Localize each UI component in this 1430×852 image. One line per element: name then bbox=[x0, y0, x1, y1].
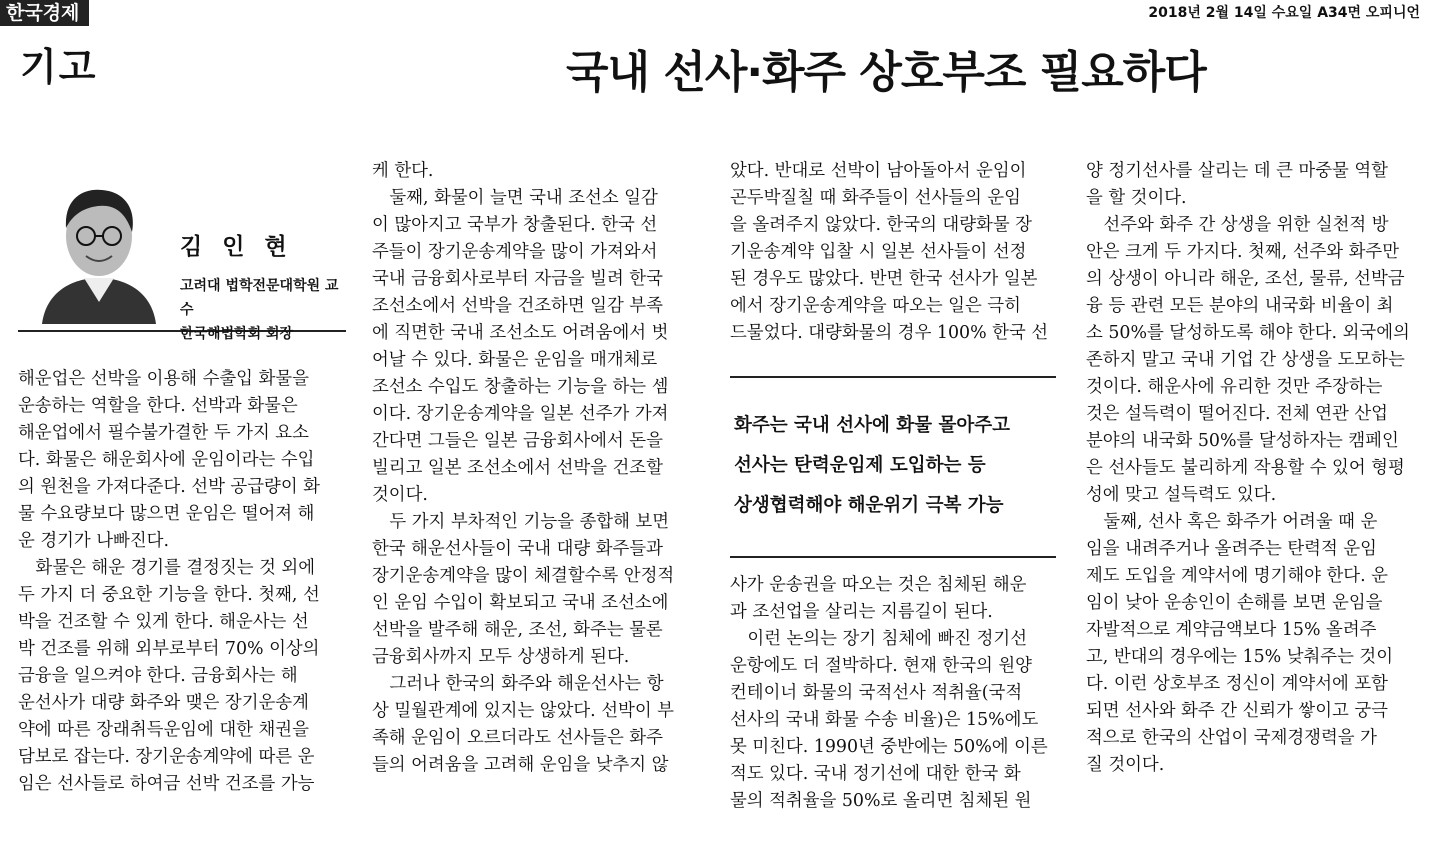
text-line: 두 가지 부차적인 기능을 종합해 보면 bbox=[389, 512, 670, 532]
text-line: 소 50%를 달성하도록 해야 한다. 외국에의 bbox=[1086, 323, 1410, 343]
text-line: 컨테이너 화물의 국적선사 적취율(국적 bbox=[730, 683, 1023, 703]
text-line: 담보로 잡는다. 장기운송계약에 따른 운 bbox=[18, 747, 315, 767]
text-line: 국내 금융회사로부터 자금을 빌려 한국 bbox=[372, 269, 663, 289]
text-line: 운송하는 역할을 한다. 선박과 화물은 bbox=[18, 396, 298, 416]
text-line: 았다. 반대로 선박이 남아돌아서 운임이 bbox=[730, 161, 1027, 181]
text-line: 둘째, 화물이 늘면 국내 조선소 일감 bbox=[389, 188, 658, 208]
text-line: 해운업에서 필수불가결한 두 가지 요소 bbox=[18, 423, 309, 443]
text-line: 이런 논의는 장기 침체에 빠진 정기선 bbox=[747, 629, 1028, 649]
column-2 bbox=[372, 158, 700, 779]
author-affiliation-2: 한국해법학회 회장 bbox=[180, 326, 294, 342]
text-line: 의 상생이 아니라 해운, 조선, 물류, 선박금 bbox=[1086, 269, 1405, 289]
text-line: 다. 이런 상호부조 정신이 계약서에 포함 bbox=[1086, 674, 1388, 694]
section-label: 기고 bbox=[20, 45, 98, 89]
text-line: 그러나 한국의 화주와 해운선사는 항 bbox=[389, 674, 664, 694]
pull-quote-line: 화주는 국내 선사에 화물 몰아주고 bbox=[734, 415, 1010, 436]
text-line: 질 것이다. bbox=[1086, 755, 1165, 775]
text-line: 에서 장기운송계약을 따오는 일은 극히 bbox=[730, 296, 1021, 316]
column-1 bbox=[18, 366, 346, 798]
text-line: 이 많아지고 국부가 창출된다. 한국 선 bbox=[372, 215, 658, 235]
text-line: 과 조선업을 살리는 지름길이 된다. bbox=[730, 602, 993, 622]
text-line: 한국 해운선사들이 국내 대량 화주들과 bbox=[372, 539, 663, 559]
text-line: 장기운송계약을 많이 체결할수록 안정적 bbox=[372, 566, 675, 586]
text-line: 임을 내려주거나 올려주는 탄력적 운임 bbox=[1086, 539, 1377, 559]
text-line: 에 직면한 국내 조선소도 어려움에서 벗 bbox=[372, 323, 669, 343]
text-line: 박 건조를 위해 외부로부터 70% 이상의 bbox=[18, 639, 320, 659]
text-line: 분야의 내국화 50%를 달성하자는 캠페인 bbox=[1086, 431, 1399, 451]
author-affiliation bbox=[180, 274, 346, 346]
text-line: 을 할 것이다. bbox=[1086, 188, 1187, 208]
column-3-top bbox=[730, 158, 1058, 347]
text-line: 주들이 장기운송계약을 많이 가져와서 bbox=[372, 242, 658, 262]
author-affiliation-1: 고려대 법학전문대학원 교수 bbox=[180, 278, 339, 318]
pull-quote-line: 선사는 탄력운임제 도입하는 등 bbox=[734, 455, 986, 476]
text-line: 선사의 국내 화물 수송 비율)은 15%에도 bbox=[730, 710, 1039, 730]
text-line: 존하지 말고 국내 기업 간 상생을 도모하는 bbox=[1086, 350, 1405, 370]
text-line: 기운송계약 입찰 시 일본 선사들이 선정 bbox=[730, 242, 1027, 262]
text-line: 운선사가 대량 화주와 맺은 장기운송계 bbox=[18, 693, 309, 713]
text-line: 것이다. bbox=[372, 485, 428, 505]
text-line: 상 밀월관계에 있지는 않았다. 선박이 부 bbox=[372, 701, 674, 721]
text-line: 다. 화물은 해운회사에 운임이라는 수입 bbox=[18, 450, 315, 470]
text-line: 빌리고 일본 조선소에서 선박을 건조할 bbox=[372, 458, 663, 478]
text-line: 성에 맞고 설득력도 있다. bbox=[1086, 485, 1277, 505]
text-line: 조선소에서 선박을 건조하면 일감 부족 bbox=[372, 296, 663, 316]
text-line: 제도 도입을 계약서에 명기해야 한다. 운 bbox=[1086, 566, 1388, 586]
author-name: 김 인 현 bbox=[180, 234, 293, 260]
text-line: 적으로 한국의 산업이 국제경쟁력을 가 bbox=[1086, 728, 1377, 748]
text-line: 약에 따른 장래취득운임에 대한 채권을 bbox=[18, 720, 309, 740]
text-line: 되면 선사와 화주 간 신뢰가 쌓이고 궁극 bbox=[1086, 701, 1388, 721]
text-line: 어날 수 있다. 화물은 운임을 매개체로 bbox=[372, 350, 658, 370]
text-line: 선주와 화주 간 상생을 위한 실천적 방 bbox=[1103, 215, 1389, 235]
text-line: 곤두박질칠 때 화주들이 선사들의 운임 bbox=[730, 188, 1021, 208]
text-line: 의 원천을 가져다준다. 선박 공급량이 화 bbox=[18, 477, 320, 497]
text-line: 해운업은 선박을 이용해 수출입 화물을 bbox=[18, 369, 309, 389]
newspaper-masthead: 한국경제 bbox=[0, 0, 89, 26]
text-line: 케 한다. bbox=[372, 161, 434, 181]
text-line: 운 경기가 나빠진다. bbox=[18, 531, 169, 551]
text-line: 은 선사들도 불리하게 작용할 수 있어 형평 bbox=[1086, 458, 1405, 478]
text-line: 물의 적취율을 50%로 올리면 침체된 원 bbox=[730, 791, 1032, 811]
text-line: 이다. 장기운송계약을 일본 선주가 가져 bbox=[372, 404, 669, 424]
text-line: 족해 운임이 오르더라도 선사들은 화주 bbox=[372, 728, 663, 748]
text-line: 못 미친다. 1990년 중반에는 50%에 이른 bbox=[730, 737, 1048, 757]
text-line: 두 가지 더 중요한 기능을 한다. 첫째, 선 bbox=[18, 585, 320, 605]
text-line: 적도 있다. 국내 정기선에 대한 한국 화 bbox=[730, 764, 1021, 784]
text-line: 인 운임 수입이 확보되고 국내 조선소에 bbox=[372, 593, 669, 613]
column-3-bottom bbox=[730, 572, 1058, 815]
text-line: 선박을 발주해 해운, 조선, 화주는 물론 bbox=[372, 620, 663, 640]
text-line: 화물은 해운 경기를 결정짓는 것 외에 bbox=[35, 558, 316, 578]
text-line: 들의 어려움을 고려해 운임을 낮추지 않 bbox=[372, 755, 669, 775]
text-line: 을 올려주지 않았다. 한국의 대량화물 장 bbox=[730, 215, 1032, 235]
text-line: 된 경우도 많았다. 반면 한국 선사가 일본 bbox=[730, 269, 1038, 289]
author-photo bbox=[34, 174, 164, 324]
text-line: 조선소 수입도 창출하는 기능을 하는 셈 bbox=[372, 377, 669, 397]
text-line: 금융회사까지 모두 상생하게 된다. bbox=[372, 647, 630, 667]
text-line: 금융을 일으켜야 한다. 금융회사는 해 bbox=[18, 666, 298, 686]
pull-quote bbox=[730, 376, 1056, 558]
text-line: 운항에도 더 절박하다. 현재 한국의 원양 bbox=[730, 656, 1032, 676]
text-line: 융 등 관련 모든 분야의 내국화 비율이 최 bbox=[1086, 296, 1394, 316]
text-line: 것이다. 해운사에 유리한 것만 주장하는 bbox=[1086, 377, 1383, 397]
text-line: 둘째, 선사 혹은 화주가 어려울 때 운 bbox=[1103, 512, 1378, 532]
column-4 bbox=[1086, 158, 1416, 779]
text-line: 물 수요량보다 많으면 운임은 떨어져 해 bbox=[18, 504, 315, 524]
dateline: 2018년 2월 14일 수요일 A34면 오피니언 bbox=[1148, 5, 1420, 21]
text-line: 양 정기선사를 살리는 데 큰 마중물 역할 bbox=[1086, 161, 1388, 181]
text-line: 자발적으로 계약금액보다 15% 올려주 bbox=[1086, 620, 1377, 640]
headline: 국내 선사·화주 상호부조 필요하다 bbox=[566, 47, 1206, 98]
pull-quote-line: 상생협력해야 해운위기 극복 가능 bbox=[734, 495, 1004, 516]
text-line: 임은 선사들로 하여금 선박 건조를 가능 bbox=[18, 774, 315, 794]
text-line: 임이 낮아 운송인이 손해를 보면 운임을 bbox=[1086, 593, 1383, 613]
text-line: 안은 크게 두 가지다. 첫째, 선주와 화주만 bbox=[1086, 242, 1400, 262]
text-line: 것은 설득력이 떨어진다. 전체 연관 산업 bbox=[1086, 404, 1388, 424]
text-line: 사가 운송권을 따오는 것은 침체된 해운 bbox=[730, 575, 1027, 595]
text-line: 간다면 그들은 일본 금융회사에서 돈을 bbox=[372, 431, 663, 451]
author-box bbox=[18, 162, 346, 342]
text-line: 고, 반대의 경우에는 15% 낮춰주는 것이 bbox=[1086, 647, 1394, 667]
text-line: 드물었다. 대량화물의 경우 100% 한국 선 bbox=[730, 323, 1049, 343]
text-line: 박을 건조할 수 있게 한다. 해운사는 선 bbox=[18, 612, 309, 632]
